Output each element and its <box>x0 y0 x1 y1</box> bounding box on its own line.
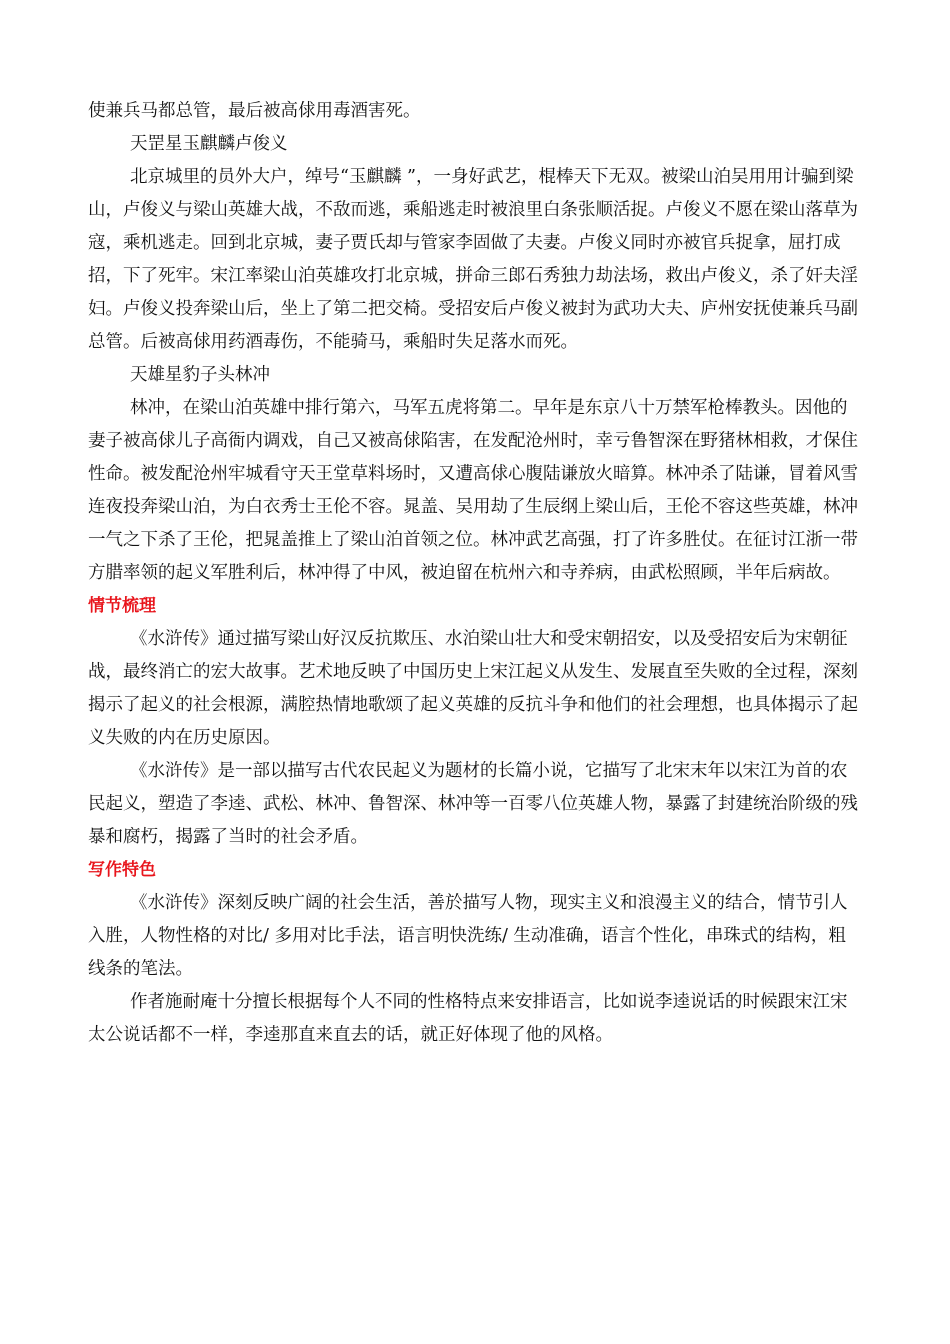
writing-features-heading: 写作特色 <box>88 860 156 880</box>
plot-summary-paragraph-2: 《水浒传》是一部以描写古代农民起义为题材的长篇小说，它描写了北宋末年以宋江为首的农民起义，塑造了李逵、武松、林冲、鲁智深、林冲等一百零八位英雄人物，暴露了封建统治阶级的残暴和腐朽，揭露了当时的社会矛盾。 <box>88 761 858 847</box>
plot-summary-heading: 情节梳理 <box>88 596 156 616</box>
writing-features-paragraph-1: 《水浒传》深刻反映广阔的社会生活，善於描写人物，现实主义和浪漫主义的结合，情节引人入胜，人物性格的对比/ 多用对比手法，语言明快洗练/ 生动准确，语言个性化，串珠式的结构，粗线条的笔法。 <box>88 893 848 979</box>
lin-chong-bio: 林冲，在梁山泊英雄中排行第六，马军五虎将第二。早年是东京八十万禁军枪棒教头。因他的妻子被高俅儿子高衙内调戏，自己又被高俅陷害，在发配沧州时，幸亏鲁智深在野猪林相救，才保住性命。被发配沧州牢城看守天王堂草料场时，又遭高俅心腹陆谦放火暗算。林冲杀了陆谦，冒着风雪连夜投奔梁山泊，为白衣秀士王伦不容。晁盖、吴用劫了生辰纲上梁山后，王伦不容这些英雄，林冲一气之下杀了王伦，把晁盖推上了梁山泊首领之位。林冲武艺高强，打了许多胜仗。在征讨江浙一带方腊率领的起义军胜利后，林冲得了中风，被迫留在杭州六和寺养病，由武松照顾，半年后病故。 <box>88 398 858 583</box>
plot-summary-paragraph-1: 《水浒传》通过描写梁山好汉反抗欺压、水泊梁山壮大和受宋朝招安，以及受招安后为宋朝征战，最终消亡的宏大故事。艺术地反映了中国历史上宋江起义从发生、发展直至失败的全过程，深刻揭示了起义的社会根源，满腔热情地歌颂了起义英雄的反抗斗争和他们的社会理想，也具体揭示了起义失败的内在历史原因。 <box>88 629 858 748</box>
writing-features-paragraph-2: 作者施耐庵十分擅长根据每个人不同的性格特点来安排语言，比如说李逵说话的时候跟宋江宋太公说话都不一样，李逵那直来直去的话，就正好体现了他的风格。 <box>88 992 848 1045</box>
lin-chong-title: 天雄星豹子头林冲 <box>130 365 270 385</box>
lu-junyi-title: 天罡星玉麒麟卢俊义 <box>130 134 288 154</box>
lu-junyi-bio: 北京城里的员外大户，绰号“玉麒麟 ”，一身好武艺，棍棒天下无双。被梁山泊吴用用计骗到梁山，卢俊义与梁山英雄大战，不敌而逃，乘船逃走时被浪里白条张顺活捉。卢俊义不愿在梁山落草为寇，乘机逃走。回到北京城，妻子贾氏却与管家李固做了夫妻。卢俊义同时亦被官兵捉拿，屈打成招，下了死牢。宋江率梁山泊英雄攻打北京城，拼命三郎石秀独力劫法场，救出卢俊义，杀了奸夫淫妇。卢俊义投奔梁山后，坐上了第二把交椅。受招安后卢俊义被封为武功大夫、庐州安抚使兼兵马副总管。后被高俅用药酒毒伤，不能骑马，乘船时失足落水而死。 <box>88 167 858 352</box>
paragraph-continued: 使兼兵马都总管，最后被高俅用毒酒害死。 <box>88 101 421 121</box>
